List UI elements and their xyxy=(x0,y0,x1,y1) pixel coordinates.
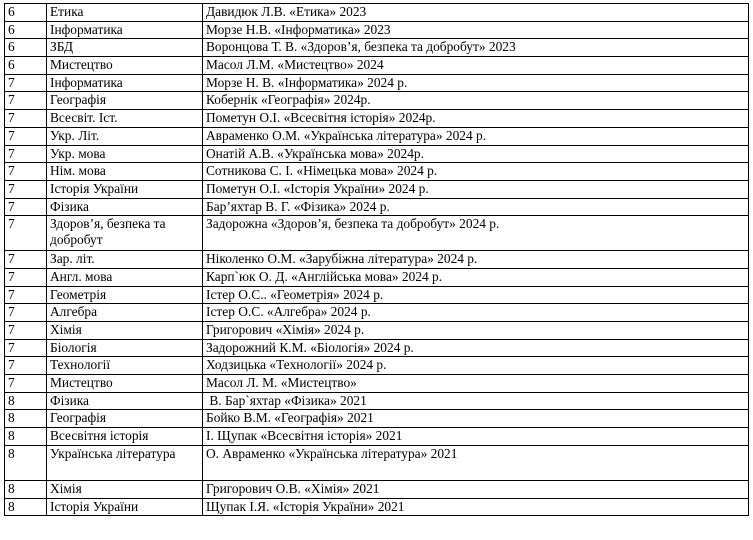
table-row xyxy=(5,357,749,375)
table-row xyxy=(5,180,749,198)
subject-cell: ЗБД xyxy=(47,39,203,57)
subject-cell: Історія України xyxy=(47,498,203,516)
grade-cell: 7 xyxy=(5,198,47,216)
table-row xyxy=(5,216,749,251)
table-row xyxy=(5,39,749,57)
table-row xyxy=(5,445,749,480)
subject-cell: Нім. мова xyxy=(47,163,203,181)
textbook-cell: І. Щупак «Всесвітня історія» 2021 xyxy=(203,428,749,446)
subject-cell: Здоров’я, безпека та добробут xyxy=(47,216,203,251)
grade-cell: 7 xyxy=(5,268,47,286)
textbook-cell: Кобернік «Географія» 2024р. xyxy=(203,92,749,110)
textbook-cell: Істер О.С. «Алгебра» 2024 р. xyxy=(203,304,749,322)
grade-cell: 7 xyxy=(5,74,47,92)
textbook-cell: Пометун О.І. «Всесвітня історія» 2024р. xyxy=(203,110,749,128)
table-row xyxy=(5,110,749,128)
textbook-cell: Бар’яхтар В. Г. «Фізика» 2024 р. xyxy=(203,198,749,216)
textbook-cell: Масол Л. М. «Мистецтво» xyxy=(203,375,749,393)
textbook-cell: Морзе Н.В. «Інформатика» 2023 xyxy=(203,21,749,39)
textbook-cell: Ніколенко О.М. «Зарубіжна література» 2024 р. xyxy=(203,251,749,269)
table-row xyxy=(5,145,749,163)
grade-cell: 8 xyxy=(5,410,47,428)
grade-cell: 6 xyxy=(5,39,47,57)
subject-cell: Етика xyxy=(47,4,203,22)
subject-cell: Укр. Літ. xyxy=(47,127,203,145)
grade-cell: 7 xyxy=(5,304,47,322)
table-row xyxy=(5,268,749,286)
textbook-cell: В. Бар`яхтар «Фізика» 2021 xyxy=(203,392,749,410)
subject-cell: Технології xyxy=(47,357,203,375)
subject-cell: Фізика xyxy=(47,392,203,410)
table-row xyxy=(5,74,749,92)
textbook-cell: Авраменко О.М. «Українська література» 2024 р. xyxy=(203,127,749,145)
textbook-cell: Морзе Н. В. «Інформатика» 2024 р. xyxy=(203,74,749,92)
table-row xyxy=(5,286,749,304)
table-row xyxy=(5,375,749,393)
grade-cell: 7 xyxy=(5,286,47,304)
grade-cell: 7 xyxy=(5,145,47,163)
subject-cell: Біологія xyxy=(47,339,203,357)
grade-cell: 7 xyxy=(5,322,47,340)
textbook-table xyxy=(4,3,749,516)
textbook-cell: Воронцова Т. В. «Здоров’я, безпека та добробут» 2023 xyxy=(203,39,749,57)
grade-cell: 6 xyxy=(5,57,47,75)
subject-cell: Геометрія xyxy=(47,286,203,304)
grade-cell: 7 xyxy=(5,251,47,269)
table-row xyxy=(5,410,749,428)
subject-cell: Українська література xyxy=(47,445,203,480)
subject-cell: Укр. мова xyxy=(47,145,203,163)
textbook-cell: Давидюк Л.В. «Етика» 2023 xyxy=(203,4,749,22)
table-row xyxy=(5,4,749,22)
table-row xyxy=(5,428,749,446)
table-row xyxy=(5,163,749,181)
subject-cell: Інформатика xyxy=(47,21,203,39)
document-page xyxy=(4,3,748,516)
textbook-cell: Онатій А.В. «Українська мова» 2024р. xyxy=(203,145,749,163)
subject-cell: Всесвіт. Іст. xyxy=(47,110,203,128)
table-row xyxy=(5,92,749,110)
table-row xyxy=(5,198,749,216)
textbook-cell: Задорожна «Здоров’я, безпека та добробут» 2024 р. xyxy=(203,216,749,251)
textbook-cell: Масол Л.М. «Мистецтво» 2024 xyxy=(203,57,749,75)
table-row xyxy=(5,480,749,498)
textbook-cell: Сотникова С. І. «Німецька мова» 2024 р. xyxy=(203,163,749,181)
grade-cell: 7 xyxy=(5,127,47,145)
subject-cell: Зар. літ. xyxy=(47,251,203,269)
subject-cell: Географія xyxy=(47,410,203,428)
grade-cell: 6 xyxy=(5,4,47,22)
subject-cell: Мистецтво xyxy=(47,57,203,75)
subject-cell: Алгебра xyxy=(47,304,203,322)
grade-cell: 6 xyxy=(5,21,47,39)
textbook-cell: Ходзицька «Технології» 2024 р. xyxy=(203,357,749,375)
textbook-cell: Григорович «Хімія» 2024 р. xyxy=(203,322,749,340)
textbook-cell: Григорович О.В. «Хімія» 2021 xyxy=(203,480,749,498)
subject-cell: Історія України xyxy=(47,180,203,198)
subject-cell: Хімія xyxy=(47,480,203,498)
subject-cell: Мистецтво xyxy=(47,375,203,393)
grade-cell: 7 xyxy=(5,92,47,110)
table-row xyxy=(5,127,749,145)
grade-cell: 7 xyxy=(5,180,47,198)
subject-cell: Всесвітня історія xyxy=(47,428,203,446)
textbook-cell: Карп`юк О. Д. «Англійська мова» 2024 р. xyxy=(203,268,749,286)
textbook-cell: Бойко В.М. «Географія» 2021 xyxy=(203,410,749,428)
subject-cell: Хімія xyxy=(47,322,203,340)
grade-cell: 7 xyxy=(5,110,47,128)
grade-cell: 8 xyxy=(5,498,47,516)
grade-cell: 7 xyxy=(5,163,47,181)
grade-cell: 8 xyxy=(5,428,47,446)
table-row xyxy=(5,322,749,340)
table-row xyxy=(5,21,749,39)
subject-cell: Інформатика xyxy=(47,74,203,92)
textbook-cell: О. Авраменко «Українська література» 2021 xyxy=(203,445,749,480)
table-row xyxy=(5,339,749,357)
subject-cell: Фізика xyxy=(47,198,203,216)
subject-cell: Географія xyxy=(47,92,203,110)
grade-cell: 7 xyxy=(5,357,47,375)
grade-cell: 7 xyxy=(5,339,47,357)
subject-cell: Англ. мова xyxy=(47,268,203,286)
textbook-cell: Істер О.С.. «Геометрія» 2024 р. xyxy=(203,286,749,304)
table-row xyxy=(5,251,749,269)
grade-cell: 8 xyxy=(5,480,47,498)
table-row xyxy=(5,57,749,75)
grade-cell: 7 xyxy=(5,375,47,393)
grade-cell: 7 xyxy=(5,216,47,251)
textbook-cell: Пометун О.І. «Історія України» 2024 р. xyxy=(203,180,749,198)
grade-cell: 8 xyxy=(5,445,47,480)
textbook-cell: Щупак І.Я. «Історія України» 2021 xyxy=(203,498,749,516)
textbook-cell: Задорожний К.М. «Біологія» 2024 р. xyxy=(203,339,749,357)
table-row xyxy=(5,498,749,516)
table-row xyxy=(5,392,749,410)
grade-cell: 8 xyxy=(5,392,47,410)
table-row xyxy=(5,304,749,322)
